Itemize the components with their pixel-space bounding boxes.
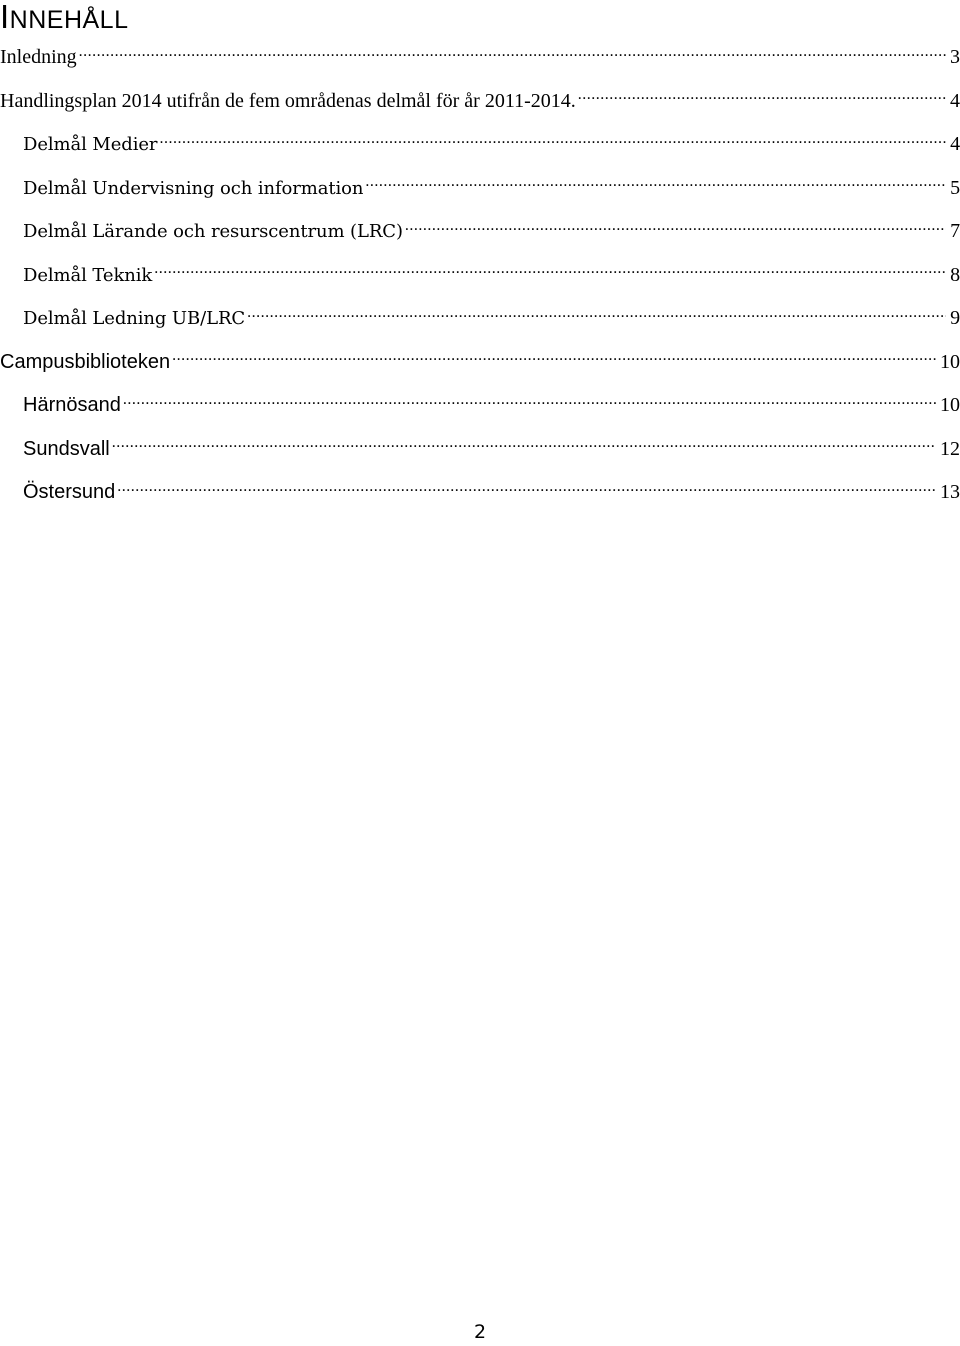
toc-entry-sundsvall[interactable] [0, 435, 960, 479]
toc-dot-leader [247, 306, 946, 324]
toc-dot-leader [154, 263, 946, 281]
toc-entry-page[interactable]: 9 [950, 307, 960, 329]
toc-dot-leader [405, 219, 946, 237]
toc-entry-page[interactable]: 10 [940, 350, 960, 373]
toc-entry-delmal-larande[interactable] [0, 217, 960, 261]
toc-entry-delmal-medier[interactable] [0, 130, 960, 174]
toc-entry-page[interactable]: 5 [950, 176, 960, 199]
toc-entry-title[interactable]: Handlingsplan 2014 utifrån de fem områdenas delmål för år 2011-2014. [0, 89, 576, 112]
toc-dot-leader [159, 132, 946, 150]
toc-dot-leader [112, 435, 936, 455]
toc-heading [0, 0, 129, 37]
toc-entry-page[interactable]: 7 [950, 220, 960, 242]
toc-entry-ostersund[interactable] [0, 478, 960, 522]
toc-entry-page[interactable]: 12 [940, 437, 960, 460]
toc-entry-title[interactable]: Härnösand [23, 394, 121, 416]
toc-heading-rest: NNEHÅLL [9, 6, 129, 34]
toc-entry-inledning[interactable] [0, 43, 960, 87]
toc-heading-initial: I [0, 0, 10, 35]
toc-dot-leader [79, 43, 946, 63]
toc-entry-title[interactable]: Campusbiblioteken [0, 350, 171, 373]
toc-entry-harnosand[interactable] [0, 391, 960, 435]
toc-entry-delmal-undervisning[interactable] [0, 174, 960, 218]
toc-entry-title[interactable]: Östersund [23, 481, 116, 503]
toc-entry-delmal-teknik[interactable] [0, 261, 960, 305]
toc-entry-campusbiblioteken[interactable] [0, 348, 960, 392]
toc-entry-delmal-ledning[interactable] [0, 304, 960, 348]
toc-dot-leader [365, 176, 946, 194]
toc-dot-leader [578, 87, 946, 107]
toc-dot-leader [123, 391, 936, 411]
toc-entry-page[interactable]: 13 [940, 481, 960, 503]
toc-dot-leader [117, 478, 936, 498]
toc-entry-title[interactable]: Delmål Ledning UB/LRC [23, 308, 246, 329]
toc-entry-page[interactable]: 4 [950, 133, 960, 155]
toc-entry-page[interactable]: 10 [940, 394, 960, 416]
toc-dot-leader [172, 348, 936, 368]
toc-entry-title[interactable]: Delmål Undervisning och information [23, 177, 364, 199]
toc-entry-page[interactable]: 3 [950, 46, 960, 68]
toc-entry-title[interactable]: Sundsvall [23, 437, 110, 460]
toc-entry-title[interactable]: Delmål Medier [23, 134, 158, 155]
toc-entry-title[interactable]: Inledning [0, 46, 77, 68]
toc-entry-title[interactable]: Delmål Lärande och resurscentrum (LRC) [23, 221, 403, 242]
page-number: 2 [473, 1321, 487, 1343]
table-of-contents [0, 43, 960, 522]
toc-entry-page[interactable]: 4 [950, 89, 960, 112]
toc-entry-page[interactable]: 8 [950, 263, 960, 286]
toc-entry-handlingsplan[interactable] [0, 87, 960, 131]
toc-entry-title[interactable]: Delmål Teknik [23, 264, 153, 286]
